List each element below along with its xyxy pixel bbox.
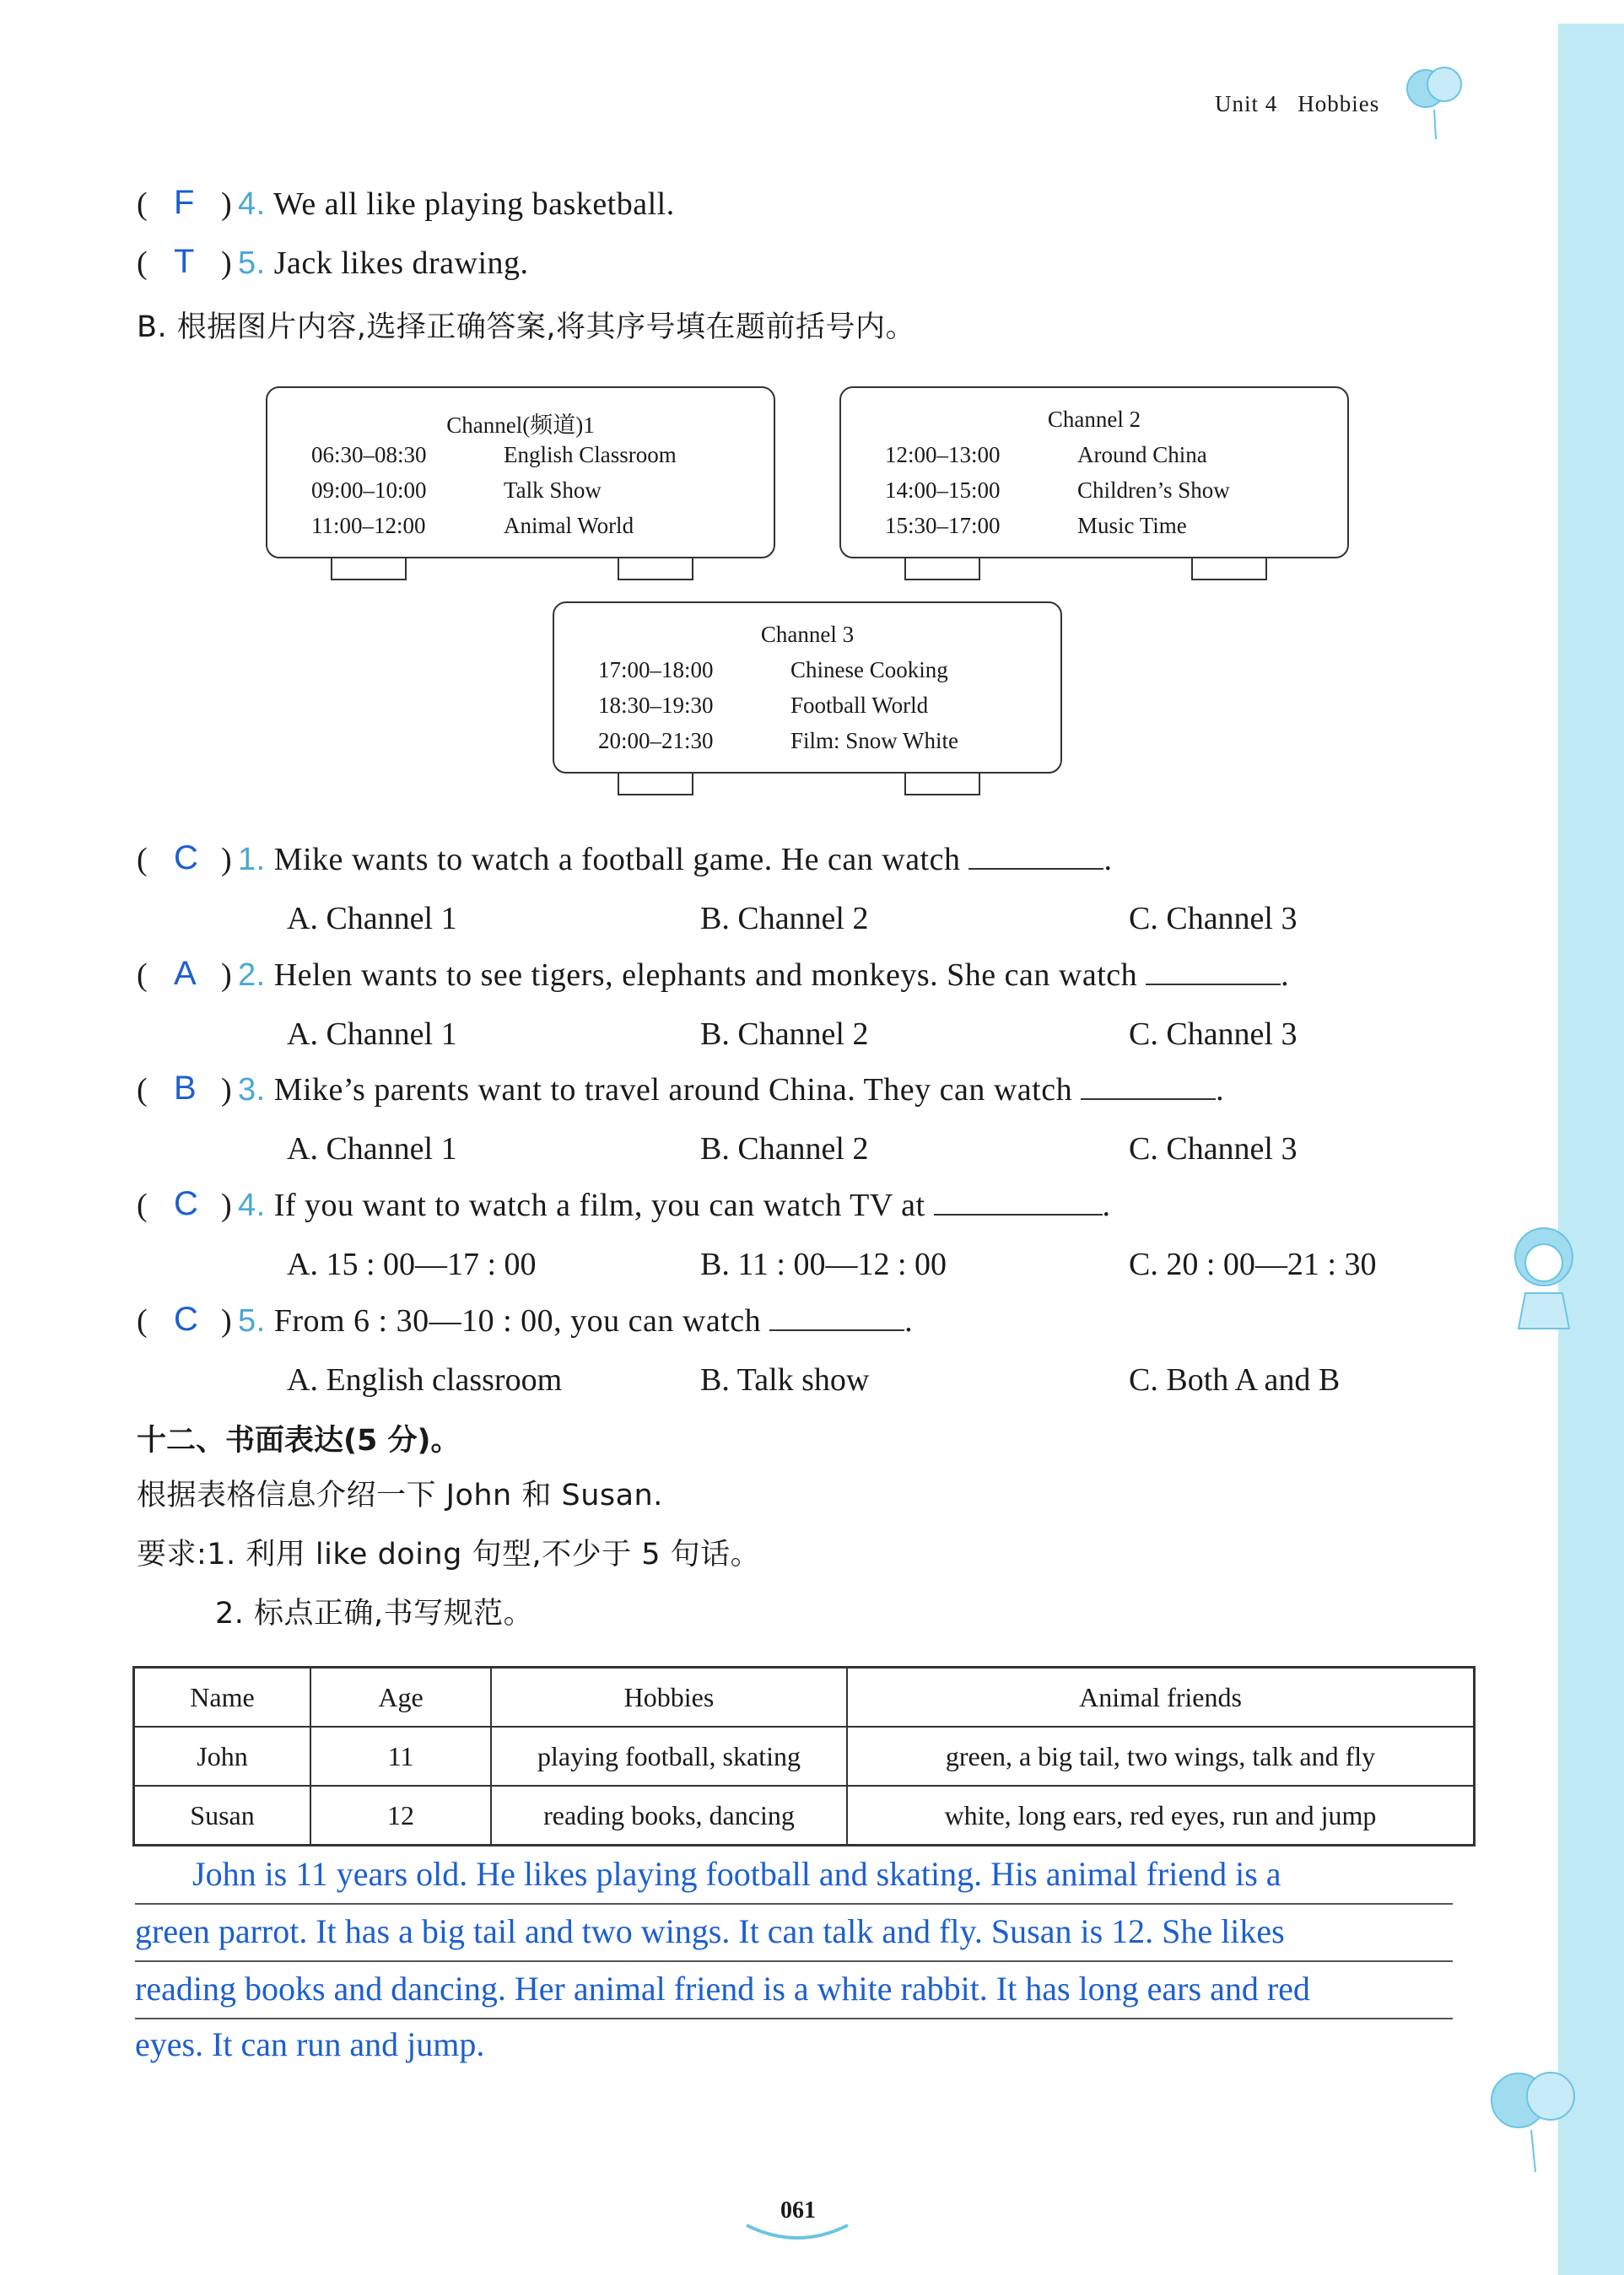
question-5: ( C ) 5. From 6 : 30—10 : 00, you can watch . — [137, 1301, 914, 1339]
table-cell: reading books, dancing — [491, 1786, 847, 1846]
question-2: ( A ) 2. Helen wants to see tigers, elephants and monkeys. She can watch . — [137, 955, 1290, 993]
show-name: Music Time — [1077, 513, 1187, 538]
question-end: . — [1103, 842, 1113, 877]
time-slot: 17:00–18:00 — [598, 657, 714, 682]
option-c: C. Channel 3 — [1129, 901, 1298, 936]
question-1: ( C ) 1. Mike wants to watch a football game. He can watch . — [137, 839, 1113, 877]
question-4: ( C ) 4. If you want to watch a film, you can watch TV at . — [137, 1185, 1111, 1223]
option-a: A. Channel 1 — [287, 1131, 457, 1167]
answer-blank — [934, 1189, 1103, 1216]
question-text: Helen wants to see tigers, elephants and monkeys. She can watch — [273, 957, 1138, 993]
option-a: A. Channel 1 — [287, 1016, 457, 1052]
answer-mark: C — [174, 1185, 199, 1222]
option-c: C. Channel 3 — [1129, 1131, 1298, 1167]
answer-mark: C — [174, 1301, 199, 1338]
info-table — [132, 1666, 1476, 1846]
question-3: ( B ) 3. Mike’s parents want to travel around China. They can watch . — [137, 1070, 1225, 1108]
question-number: 3. — [238, 1072, 266, 1108]
question-text: From 6 : 30—10 : 00, you can watch — [273, 1303, 762, 1339]
table-row — [134, 1727, 1475, 1786]
item-number: 4. — [238, 186, 266, 222]
tv-stand-right — [1191, 557, 1267, 580]
option-b: B. Channel 2 — [700, 901, 869, 936]
parta-item-4: ( F ) 4. We all like playing basketball. — [137, 184, 675, 222]
item-text: Jack likes drawing. — [273, 245, 529, 281]
time-slot: 06:30–08:30 — [311, 442, 427, 467]
tv-channel-1 — [266, 386, 775, 558]
question-end: . — [1216, 1072, 1225, 1108]
table-cell: 11 — [310, 1727, 491, 1786]
answer-blank — [769, 1304, 904, 1331]
girl-illustration-icon — [1502, 1219, 1586, 1345]
question-end: . — [904, 1303, 914, 1339]
table-cell: playing football, skating — [491, 1727, 847, 1786]
option-c: C. Both A and B — [1129, 1362, 1341, 1398]
table-cell: John — [134, 1727, 311, 1786]
tv-channel-3 — [553, 601, 1062, 774]
time-slot: 09:00–10:00 — [311, 477, 427, 503]
show-name: Around China — [1077, 442, 1207, 467]
show-name: Film: Snow White — [790, 728, 959, 753]
tv-stand-right — [904, 772, 980, 795]
answer-blank — [1146, 958, 1281, 985]
time-slot: 20:00–21:30 — [598, 728, 714, 753]
question-text: Mike’s parents want to travel around China. They can watch — [273, 1072, 1073, 1108]
item-text: We all like playing basketball. — [273, 186, 675, 222]
answer-mark: B — [174, 1070, 197, 1107]
table-cell: 12 — [310, 1786, 491, 1846]
channel-title: Channel 2 — [1047, 407, 1141, 432]
show-name: Children’s Show — [1077, 477, 1230, 503]
channel-title: Channel 3 — [760, 622, 855, 647]
table-cell: green, a big tail, two wings, talk and fly — [847, 1727, 1475, 1786]
option-b: B. Channel 2 — [700, 1131, 869, 1167]
tv-stand-left — [331, 557, 407, 580]
show-name: English Classroom — [504, 442, 677, 467]
question-text: If you want to watch a film, you can watch TV at — [273, 1188, 925, 1223]
question-number: 1. — [238, 842, 266, 877]
option-b: B. Talk show — [700, 1362, 870, 1398]
option-a: A. Channel 1 — [287, 901, 457, 936]
writing-req-2: 2. 标点正确,书写规范。 — [215, 1597, 534, 1631]
time-slot: 18:30–19:30 — [598, 693, 714, 718]
header-cell: Animal friends — [847, 1668, 1475, 1728]
question-end: . — [1281, 957, 1290, 993]
answer-blank — [968, 843, 1103, 870]
item-number: 5. — [238, 245, 266, 281]
tv-channel-2 — [839, 386, 1349, 558]
essay-line-2: green parrot. It has a big tail and two wings. It can talk and fly. Susan is 12. She likes — [135, 1911, 1453, 1962]
balloons-icon — [1485, 2058, 1586, 2176]
answer-mark: C — [174, 839, 199, 876]
question-text: Mike wants to watch a football game. He can watch — [273, 842, 961, 877]
writing-req-1: 要求:1. 利用 like doing 句型,不少于 5 句话。 — [137, 1538, 761, 1571]
question-end: . — [1102, 1188, 1111, 1223]
table-cell: Susan — [134, 1786, 311, 1846]
unit-label: Unit 4 — [1215, 91, 1278, 116]
option-c: C. Channel 3 — [1129, 1016, 1298, 1052]
header-cell: Hobbies — [491, 1668, 847, 1728]
time-slot: 15:30–17:00 — [885, 513, 1001, 538]
table-row — [134, 1786, 1475, 1846]
question-number: 4. — [238, 1188, 266, 1223]
option-b: B. 11 : 00—12 : 00 — [700, 1247, 947, 1282]
answer-mark: T — [174, 243, 195, 280]
option-a: A. 15 : 00—17 : 00 — [287, 1247, 537, 1282]
table-header-row — [134, 1668, 1475, 1728]
page-header — [1215, 91, 1400, 117]
option-c: C. 20 : 00—21 : 30 — [1129, 1247, 1377, 1282]
header-cell: Name — [134, 1668, 311, 1728]
answer-blank — [1081, 1073, 1216, 1100]
header-cell: Age — [310, 1668, 491, 1728]
show-name: Animal World — [504, 513, 634, 538]
answer-mark: F — [174, 184, 195, 221]
page-number: 061 — [780, 2197, 816, 2224]
show-name: Talk Show — [504, 477, 602, 503]
answer-mark: A — [174, 955, 197, 992]
tv-stand-right — [618, 557, 693, 580]
essay-line-1: John is 11 years old. He likes playing football and skating. His animal friend is a — [135, 1854, 1453, 1905]
partb-instruction: B. 根据图片内容,选择正确答案,将其序号填在题前括号内。 — [137, 310, 916, 344]
question-number: 5. — [238, 1303, 266, 1339]
time-slot: 11:00–12:00 — [311, 513, 426, 538]
essay-line-3: reading books and dancing. Her animal friend is a white rabbit. It has long ears and red — [135, 1969, 1453, 2019]
channel-title: Channel(频道)1 — [446, 412, 595, 438]
parta-item-5: ( T ) 5. Jack likes drawing. — [137, 243, 529, 281]
tv-stand-left — [904, 557, 980, 580]
option-b: B. Channel 2 — [700, 1016, 869, 1052]
show-name: Chinese Cooking — [790, 657, 948, 682]
question-number: 2. — [238, 957, 266, 993]
section-title: 十二、书面表达(5 分)。 — [137, 1424, 461, 1458]
show-name: Football World — [790, 693, 929, 718]
time-slot: 12:00–13:00 — [885, 442, 1001, 467]
time-slot: 14:00–15:00 — [885, 477, 1001, 503]
option-a: A. English classroom — [287, 1362, 563, 1398]
tv-stand-left — [618, 772, 693, 795]
table-cell: white, long ears, red eyes, run and jump — [847, 1786, 1475, 1846]
writing-intro: 根据表格信息介绍一下 John 和 Susan. — [137, 1479, 663, 1512]
essay-line-4: eyes. It can run and jump. — [135, 2025, 485, 2063]
side-decor-strip — [1558, 24, 1624, 2275]
balloon-icon — [1400, 59, 1468, 143]
unit-title: Hobbies — [1298, 91, 1380, 116]
